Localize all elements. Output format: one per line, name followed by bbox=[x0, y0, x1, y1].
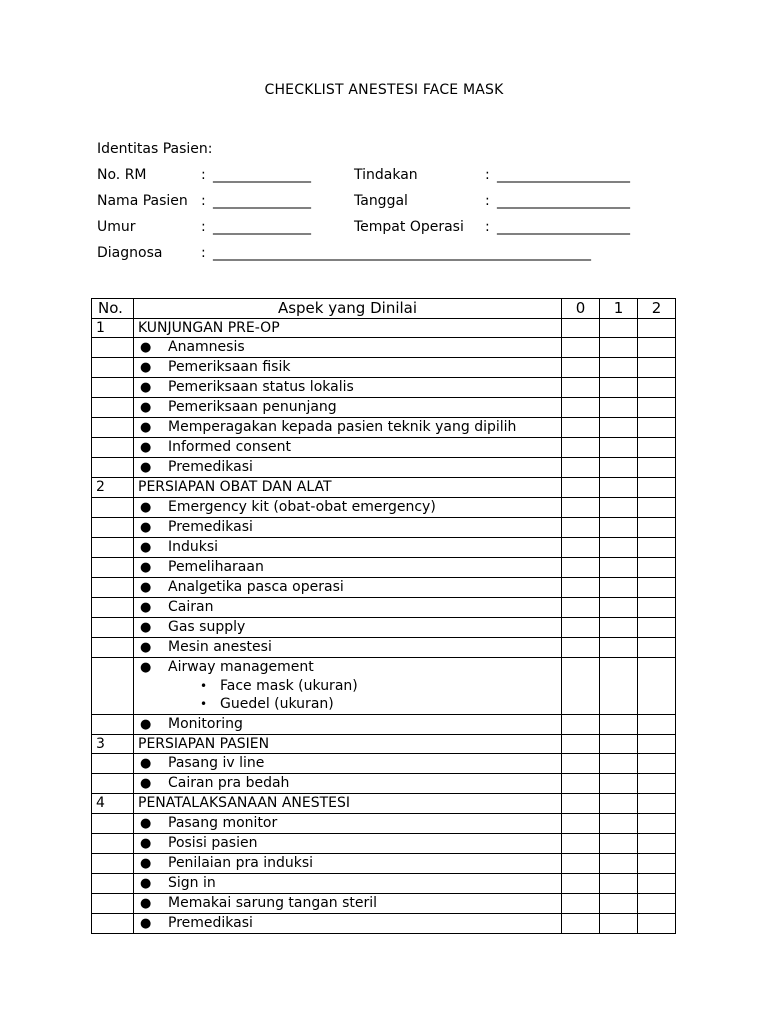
score-cell-2[interactable] bbox=[638, 833, 676, 853]
table-row bbox=[92, 893, 676, 913]
item-label: Induksi bbox=[168, 538, 219, 555]
item-label: Cairan pra bedah bbox=[168, 775, 290, 791]
empty-number-cell bbox=[92, 813, 134, 833]
table-row bbox=[92, 458, 676, 478]
tindakan-label: Tindakan bbox=[354, 167, 418, 183]
score-cell-0[interactable] bbox=[562, 893, 600, 913]
score-cell-2[interactable] bbox=[638, 478, 676, 498]
no-rm-label: No. RM bbox=[97, 167, 147, 183]
item-label: Premedikasi bbox=[168, 459, 253, 475]
item-label: Informed consent bbox=[168, 439, 291, 455]
score-cell-2[interactable] bbox=[638, 893, 676, 913]
header-score-0: 0 bbox=[562, 299, 600, 319]
bullet-icon: ● bbox=[140, 400, 152, 415]
item-cell bbox=[134, 657, 562, 714]
item-label: Pemeliharaan bbox=[168, 558, 264, 575]
item-label: Pemeriksaan fisik bbox=[168, 359, 291, 375]
score-cell-0[interactable] bbox=[562, 833, 600, 853]
item-label: Airway management bbox=[168, 658, 314, 675]
section-number: 2 bbox=[92, 478, 134, 498]
table-row bbox=[92, 497, 676, 517]
table-row bbox=[92, 537, 676, 557]
score-cell-1[interactable] bbox=[600, 873, 638, 893]
empty-number-cell bbox=[92, 774, 134, 794]
bullet-icon: ● bbox=[140, 440, 152, 455]
empty-number-cell bbox=[92, 754, 134, 774]
score-cell-0[interactable] bbox=[562, 577, 600, 597]
item-cell bbox=[134, 617, 562, 637]
bullet-icon: ● bbox=[140, 756, 152, 771]
score-cell-2[interactable] bbox=[638, 853, 676, 873]
colon: : bbox=[201, 219, 206, 235]
score-cell-2[interactable] bbox=[638, 617, 676, 637]
score-cell-0[interactable] bbox=[562, 794, 600, 814]
score-cell-2[interactable] bbox=[638, 458, 676, 478]
score-cell-1[interactable] bbox=[600, 893, 638, 913]
score-cell-2[interactable] bbox=[638, 358, 676, 378]
score-cell-0[interactable] bbox=[562, 438, 600, 458]
table-row bbox=[92, 833, 676, 853]
item-cell bbox=[134, 438, 562, 458]
sub-bullet-icon: • bbox=[200, 697, 208, 711]
table-row bbox=[92, 418, 676, 438]
sub-item-label: Guedel (ukuran) bbox=[220, 696, 334, 712]
score-cell-1[interactable] bbox=[600, 438, 638, 458]
document-title: CHECKLIST ANESTESI FACE MASK bbox=[264, 82, 504, 98]
section-title: PERSIAPAN PASIEN bbox=[134, 734, 562, 754]
bullet-icon: ● bbox=[140, 875, 152, 891]
table-row bbox=[92, 813, 676, 833]
bullet-icon: ● bbox=[140, 559, 152, 575]
item-label: Mesin anestesi bbox=[168, 638, 272, 655]
item-cell bbox=[134, 873, 562, 893]
item-label: Pemeriksaan status lokalis bbox=[168, 379, 354, 395]
score-cell-1[interactable] bbox=[600, 597, 638, 617]
score-cell-0[interactable] bbox=[562, 557, 600, 577]
bullet-icon: ● bbox=[140, 895, 152, 911]
colon: : bbox=[201, 245, 206, 261]
item-cell bbox=[134, 378, 562, 398]
bullet-icon: ● bbox=[140, 619, 152, 635]
bullet-icon: ● bbox=[140, 915, 152, 931]
score-cell-2[interactable] bbox=[638, 657, 676, 714]
empty-number-cell bbox=[92, 517, 134, 537]
bullet-icon: ● bbox=[140, 776, 152, 791]
section-title: PENATALAKSANAAN ANESTESI bbox=[134, 794, 562, 814]
score-cell-2[interactable] bbox=[638, 517, 676, 537]
item-label: Pasang iv line bbox=[168, 755, 265, 771]
empty-number-cell bbox=[92, 557, 134, 577]
item-cell bbox=[134, 714, 562, 734]
score-cell-0[interactable] bbox=[562, 597, 600, 617]
diagnosa-field[interactable]: ______________________________________________________ bbox=[213, 245, 591, 261]
bullet-icon: ● bbox=[140, 659, 152, 675]
bullet-icon: ● bbox=[140, 716, 152, 732]
bullet-icon: ● bbox=[140, 579, 152, 595]
item-cell bbox=[134, 577, 562, 597]
score-cell-1[interactable] bbox=[600, 813, 638, 833]
bullet-icon: ● bbox=[140, 340, 152, 355]
table-row bbox=[92, 398, 676, 418]
item-label: Premedikasi bbox=[168, 914, 253, 931]
empty-number-cell bbox=[92, 913, 134, 933]
score-cell-1[interactable] bbox=[600, 794, 638, 814]
colon: : bbox=[485, 167, 490, 183]
bullet-icon: ● bbox=[140, 420, 152, 435]
nama-pasien-label: Nama Pasien bbox=[97, 193, 188, 209]
bullet-icon: ● bbox=[140, 460, 152, 475]
sub-item-label: Face mask (ukuran) bbox=[220, 677, 358, 694]
bullet-icon: ● bbox=[140, 855, 152, 871]
score-cell-1[interactable] bbox=[600, 378, 638, 398]
empty-number-cell bbox=[92, 458, 134, 478]
umur-label: Umur bbox=[97, 219, 136, 235]
score-cell-0[interactable] bbox=[562, 497, 600, 517]
tanggal-field[interactable]: ___________________ bbox=[497, 193, 630, 209]
section-row bbox=[92, 318, 676, 338]
empty-number-cell bbox=[92, 893, 134, 913]
score-cell-0[interactable] bbox=[562, 657, 600, 714]
empty-number-cell bbox=[92, 338, 134, 358]
sub-bullet-icon: • bbox=[200, 678, 208, 693]
table-row bbox=[92, 557, 676, 577]
tanggal-label: Tanggal bbox=[354, 193, 408, 209]
score-cell-0[interactable] bbox=[562, 913, 600, 933]
score-cell-2[interactable] bbox=[638, 754, 676, 774]
section-number: 3 bbox=[92, 734, 134, 754]
checklist-table bbox=[91, 298, 676, 934]
item-label: Anamnesis bbox=[168, 339, 245, 355]
no-rm-field[interactable]: ______________ bbox=[213, 167, 311, 183]
item-label: Pasang monitor bbox=[168, 814, 278, 831]
empty-number-cell bbox=[92, 714, 134, 734]
umur-field[interactable]: ______________ bbox=[213, 219, 311, 235]
score-cell-1[interactable] bbox=[600, 774, 638, 794]
item-cell bbox=[134, 853, 562, 873]
colon: : bbox=[201, 193, 206, 209]
nama-pasien-field[interactable]: ______________ bbox=[213, 193, 311, 209]
empty-number-cell bbox=[92, 873, 134, 893]
score-cell-1[interactable] bbox=[600, 557, 638, 577]
tempat-operasi-field[interactable]: ___________________ bbox=[497, 219, 630, 235]
table-row bbox=[92, 774, 676, 794]
section-row bbox=[92, 794, 676, 814]
table-row bbox=[92, 597, 676, 617]
score-cell-1[interactable] bbox=[600, 418, 638, 438]
section-title: PERSIAPAN OBAT DAN ALAT bbox=[134, 478, 562, 498]
sub-item bbox=[138, 677, 557, 696]
score-cell-2[interactable] bbox=[638, 338, 676, 358]
table-row bbox=[92, 378, 676, 398]
bullet-icon: ● bbox=[140, 639, 152, 655]
score-cell-2[interactable] bbox=[638, 873, 676, 893]
item-cell bbox=[134, 358, 562, 378]
table-row bbox=[92, 358, 676, 378]
score-cell-0[interactable] bbox=[562, 537, 600, 557]
bullet-icon: ● bbox=[140, 539, 152, 555]
colon: : bbox=[485, 219, 490, 235]
empty-number-cell bbox=[92, 438, 134, 458]
score-cell-0[interactable] bbox=[562, 338, 600, 358]
score-cell-1[interactable] bbox=[600, 398, 638, 418]
sub-item bbox=[138, 695, 557, 714]
score-cell-0[interactable] bbox=[562, 418, 600, 438]
empty-number-cell bbox=[92, 378, 134, 398]
item-label: Premedikasi bbox=[168, 518, 253, 535]
empty-number-cell bbox=[92, 833, 134, 853]
item-cell bbox=[134, 418, 562, 438]
table-row bbox=[92, 657, 676, 714]
item-cell bbox=[134, 754, 562, 774]
item-cell bbox=[134, 458, 562, 478]
tindakan-field[interactable]: ___________________ bbox=[497, 167, 630, 183]
table-row bbox=[92, 873, 676, 893]
item-label: Gas supply bbox=[168, 618, 246, 635]
score-cell-2[interactable] bbox=[638, 537, 676, 557]
empty-number-cell bbox=[92, 657, 134, 714]
item-label: Analgetika pasca operasi bbox=[168, 578, 344, 595]
identity-row-2 bbox=[97, 191, 697, 217]
score-cell-2[interactable] bbox=[638, 557, 676, 577]
colon: : bbox=[485, 193, 490, 209]
item-label: Memakai sarung tangan steril bbox=[168, 894, 378, 911]
item-label: Cairan bbox=[168, 598, 214, 615]
item-label: Penilaian pra induksi bbox=[168, 854, 314, 871]
item-cell bbox=[134, 517, 562, 537]
score-cell-0[interactable] bbox=[562, 358, 600, 378]
table-row bbox=[92, 617, 676, 637]
item-label: Pemeriksaan penunjang bbox=[168, 399, 337, 415]
score-cell-2[interactable] bbox=[638, 813, 676, 833]
score-cell-1[interactable] bbox=[600, 833, 638, 853]
table-header-row bbox=[92, 299, 676, 319]
item-label: Monitoring bbox=[168, 715, 243, 732]
table-row bbox=[92, 438, 676, 458]
item-cell bbox=[134, 893, 562, 913]
score-cell-1[interactable] bbox=[600, 734, 638, 754]
item-cell bbox=[134, 637, 562, 657]
score-cell-0[interactable] bbox=[562, 734, 600, 754]
item-cell bbox=[134, 537, 562, 557]
score-cell-1[interactable] bbox=[600, 637, 638, 657]
score-cell-0[interactable] bbox=[562, 774, 600, 794]
empty-number-cell bbox=[92, 853, 134, 873]
item-cell bbox=[134, 338, 562, 358]
score-cell-0[interactable] bbox=[562, 637, 600, 657]
score-cell-2[interactable] bbox=[638, 318, 676, 338]
item-cell bbox=[134, 813, 562, 833]
table-row bbox=[92, 913, 676, 933]
item-label: Sign in bbox=[168, 874, 216, 891]
table-row bbox=[92, 338, 676, 358]
score-cell-2[interactable] bbox=[638, 577, 676, 597]
score-cell-2[interactable] bbox=[638, 913, 676, 933]
empty-number-cell bbox=[92, 497, 134, 517]
section-row bbox=[92, 734, 676, 754]
identity-row-1 bbox=[97, 165, 697, 191]
bullet-icon: ● bbox=[140, 815, 152, 831]
score-cell-0[interactable] bbox=[562, 873, 600, 893]
table-row bbox=[92, 517, 676, 537]
header-score-2: 2 bbox=[638, 299, 676, 319]
checklist-body bbox=[92, 318, 676, 933]
score-cell-2[interactable] bbox=[638, 637, 676, 657]
score-cell-1[interactable] bbox=[600, 517, 638, 537]
score-cell-1[interactable] bbox=[600, 458, 638, 478]
empty-number-cell bbox=[92, 418, 134, 438]
table-row bbox=[92, 754, 676, 774]
score-cell-0[interactable] bbox=[562, 378, 600, 398]
score-cell-2[interactable] bbox=[638, 398, 676, 418]
score-cell-1[interactable] bbox=[600, 754, 638, 774]
score-cell-1[interactable] bbox=[600, 318, 638, 338]
tempat-operasi-label: Tempat Operasi bbox=[354, 219, 464, 235]
colon: : bbox=[201, 167, 206, 183]
section-title: KUNJUNGAN PRE-OP bbox=[134, 318, 562, 338]
score-cell-2[interactable] bbox=[638, 378, 676, 398]
score-cell-2[interactable] bbox=[638, 418, 676, 438]
diagnosa-label: Diagnosa bbox=[97, 245, 163, 261]
section-number: 1 bbox=[92, 318, 134, 338]
score-cell-1[interactable] bbox=[600, 657, 638, 714]
bullet-icon: ● bbox=[140, 380, 152, 395]
identity-row-3 bbox=[97, 217, 697, 243]
item-cell bbox=[134, 497, 562, 517]
empty-number-cell bbox=[92, 597, 134, 617]
bullet-icon: ● bbox=[140, 360, 152, 375]
item-cell bbox=[134, 597, 562, 617]
item-cell bbox=[134, 913, 562, 933]
score-cell-0[interactable] bbox=[562, 813, 600, 833]
score-cell-2[interactable] bbox=[638, 794, 676, 814]
item-label: Memperagakan kepada pasien teknik yang dipilih bbox=[168, 419, 517, 435]
score-cell-2[interactable] bbox=[638, 438, 676, 458]
identity-row-4 bbox=[97, 243, 697, 269]
bullet-icon: ● bbox=[140, 835, 152, 851]
section-row bbox=[92, 478, 676, 498]
score-cell-1[interactable] bbox=[600, 913, 638, 933]
score-cell-2[interactable] bbox=[638, 597, 676, 617]
patient-identity-section bbox=[97, 139, 697, 269]
item-cell bbox=[134, 398, 562, 418]
empty-number-cell bbox=[92, 358, 134, 378]
score-cell-0[interactable] bbox=[562, 458, 600, 478]
empty-number-cell bbox=[92, 637, 134, 657]
score-cell-2[interactable] bbox=[638, 734, 676, 754]
table-row bbox=[92, 637, 676, 657]
bullet-icon: ● bbox=[140, 519, 152, 535]
section-number: 4 bbox=[92, 794, 134, 814]
item-label: Emergency kit (obat-obat emergency) bbox=[168, 498, 436, 515]
score-cell-0[interactable] bbox=[562, 853, 600, 873]
empty-number-cell bbox=[92, 577, 134, 597]
score-cell-1[interactable] bbox=[600, 497, 638, 517]
header-score-1: 1 bbox=[600, 299, 638, 319]
score-cell-2[interactable] bbox=[638, 497, 676, 517]
header-aspek: Aspek yang Dinilai bbox=[134, 299, 562, 319]
item-cell bbox=[134, 557, 562, 577]
score-cell-0[interactable] bbox=[562, 754, 600, 774]
score-cell-1[interactable] bbox=[600, 577, 638, 597]
item-cell bbox=[134, 774, 562, 794]
score-cell-1[interactable] bbox=[600, 853, 638, 873]
score-cell-0[interactable] bbox=[562, 398, 600, 418]
item-label: Posisi pasien bbox=[168, 834, 258, 851]
score-cell-1[interactable] bbox=[600, 617, 638, 637]
score-cell-0[interactable] bbox=[562, 478, 600, 498]
score-cell-0[interactable] bbox=[562, 318, 600, 338]
table-row bbox=[92, 577, 676, 597]
score-cell-1[interactable] bbox=[600, 714, 638, 734]
score-cell-0[interactable] bbox=[562, 517, 600, 537]
score-cell-2[interactable] bbox=[638, 774, 676, 794]
score-cell-2[interactable] bbox=[638, 714, 676, 734]
empty-number-cell bbox=[92, 537, 134, 557]
empty-number-cell bbox=[92, 617, 134, 637]
score-cell-1[interactable] bbox=[600, 338, 638, 358]
score-cell-1[interactable] bbox=[600, 478, 638, 498]
identity-heading: Identitas Pasien: bbox=[97, 141, 213, 157]
score-cell-1[interactable] bbox=[600, 537, 638, 557]
table-row bbox=[92, 853, 676, 873]
header-no: No. bbox=[92, 299, 134, 319]
score-cell-1[interactable] bbox=[600, 358, 638, 378]
item-cell bbox=[134, 833, 562, 853]
score-cell-0[interactable] bbox=[562, 714, 600, 734]
score-cell-0[interactable] bbox=[562, 617, 600, 637]
table-row bbox=[92, 714, 676, 734]
bullet-icon: ● bbox=[140, 499, 152, 515]
bullet-icon: ● bbox=[140, 599, 152, 615]
empty-number-cell bbox=[92, 398, 134, 418]
